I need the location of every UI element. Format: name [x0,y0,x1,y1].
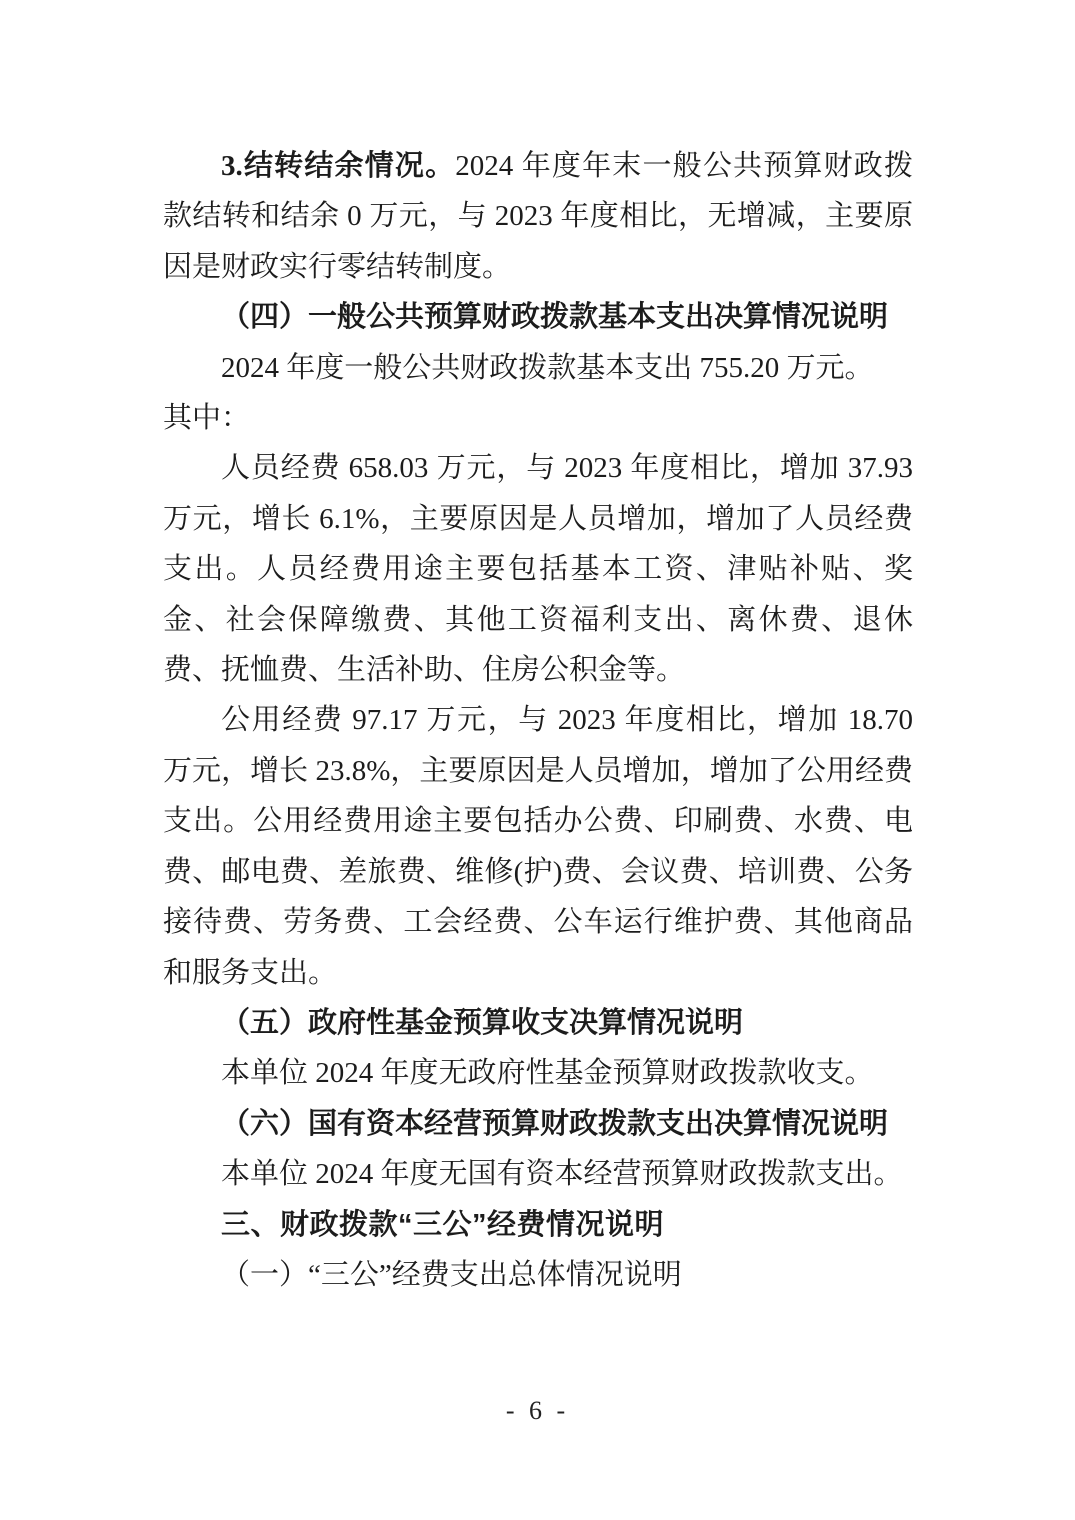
paragraph-basic-expenditure: 2024 年度一般公共财政拨款基本支出 755.20 万元。 [221,351,874,384]
heading-section-5: （五）政府性基金预算收支决算情况说明 [221,1006,744,1039]
heading-part-3: 三、财政拨款“三公”经费情况说明 [221,1208,665,1241]
carryover-body-run: 2024 年度年末一般公共预算财政拨款结转和结余 0 万元，与 2023 年度相比，无增减，主要原因是财政实行零结转制度。 [163,150,913,283]
paragraph-personnel-expenses: 人员经费 658.03 万元，与 2023 年度相比，增加 37.93 万元，增长 6.1%，主要原因是人员增加，增加了人员经费支出。人员经费用途主要包括基本工资、津贴补贴、奖金、社会保障缴费、其他工资福利支出、离休费、退休费、抚恤费、生活补助、住房公积金等。 [163,452,913,687]
paragraph-public-expenses: 公用经费 97.17 万元，与 2023 年度相比，增加 18.70 万元，增长 23.8%，主要原因是人员增加，增加了公用经费支出。公用经费用途主要包括办公费、印刷费、水费、电费、邮电费、差旅费、维修(护)费、会议费、培训费、公务接待费、劳务费、工会经费、公车运行维护费、其他商品和服务支出。 [163,704,913,989]
heading-part-3-sub-1: （一）“三公”经费支出总体情况说明 [221,1258,682,1291]
heading-section-6: （六）国有资本经营预算财政拨款支出决算情况说明 [221,1107,889,1140]
paragraph-carryover-balance [163,141,913,292]
paragraph-no-state-capital: 本单位 2024 年度无国有资本经营预算财政拨款支出。 [221,1158,903,1191]
page-number: - 6 - [505,1396,570,1425]
carryover-heading-run: 3.结转结余情况。 [221,150,456,182]
paragraph-no-gov-fund: 本单位 2024 年度无政府性基金预算财政拨款收支。 [221,1057,874,1090]
document-body [163,141,913,1300]
paragraph-including-label: 其中： [163,402,251,435]
heading-section-4: （四）一般公共预算财政拨款基本支出决算情况说明 [221,301,889,334]
